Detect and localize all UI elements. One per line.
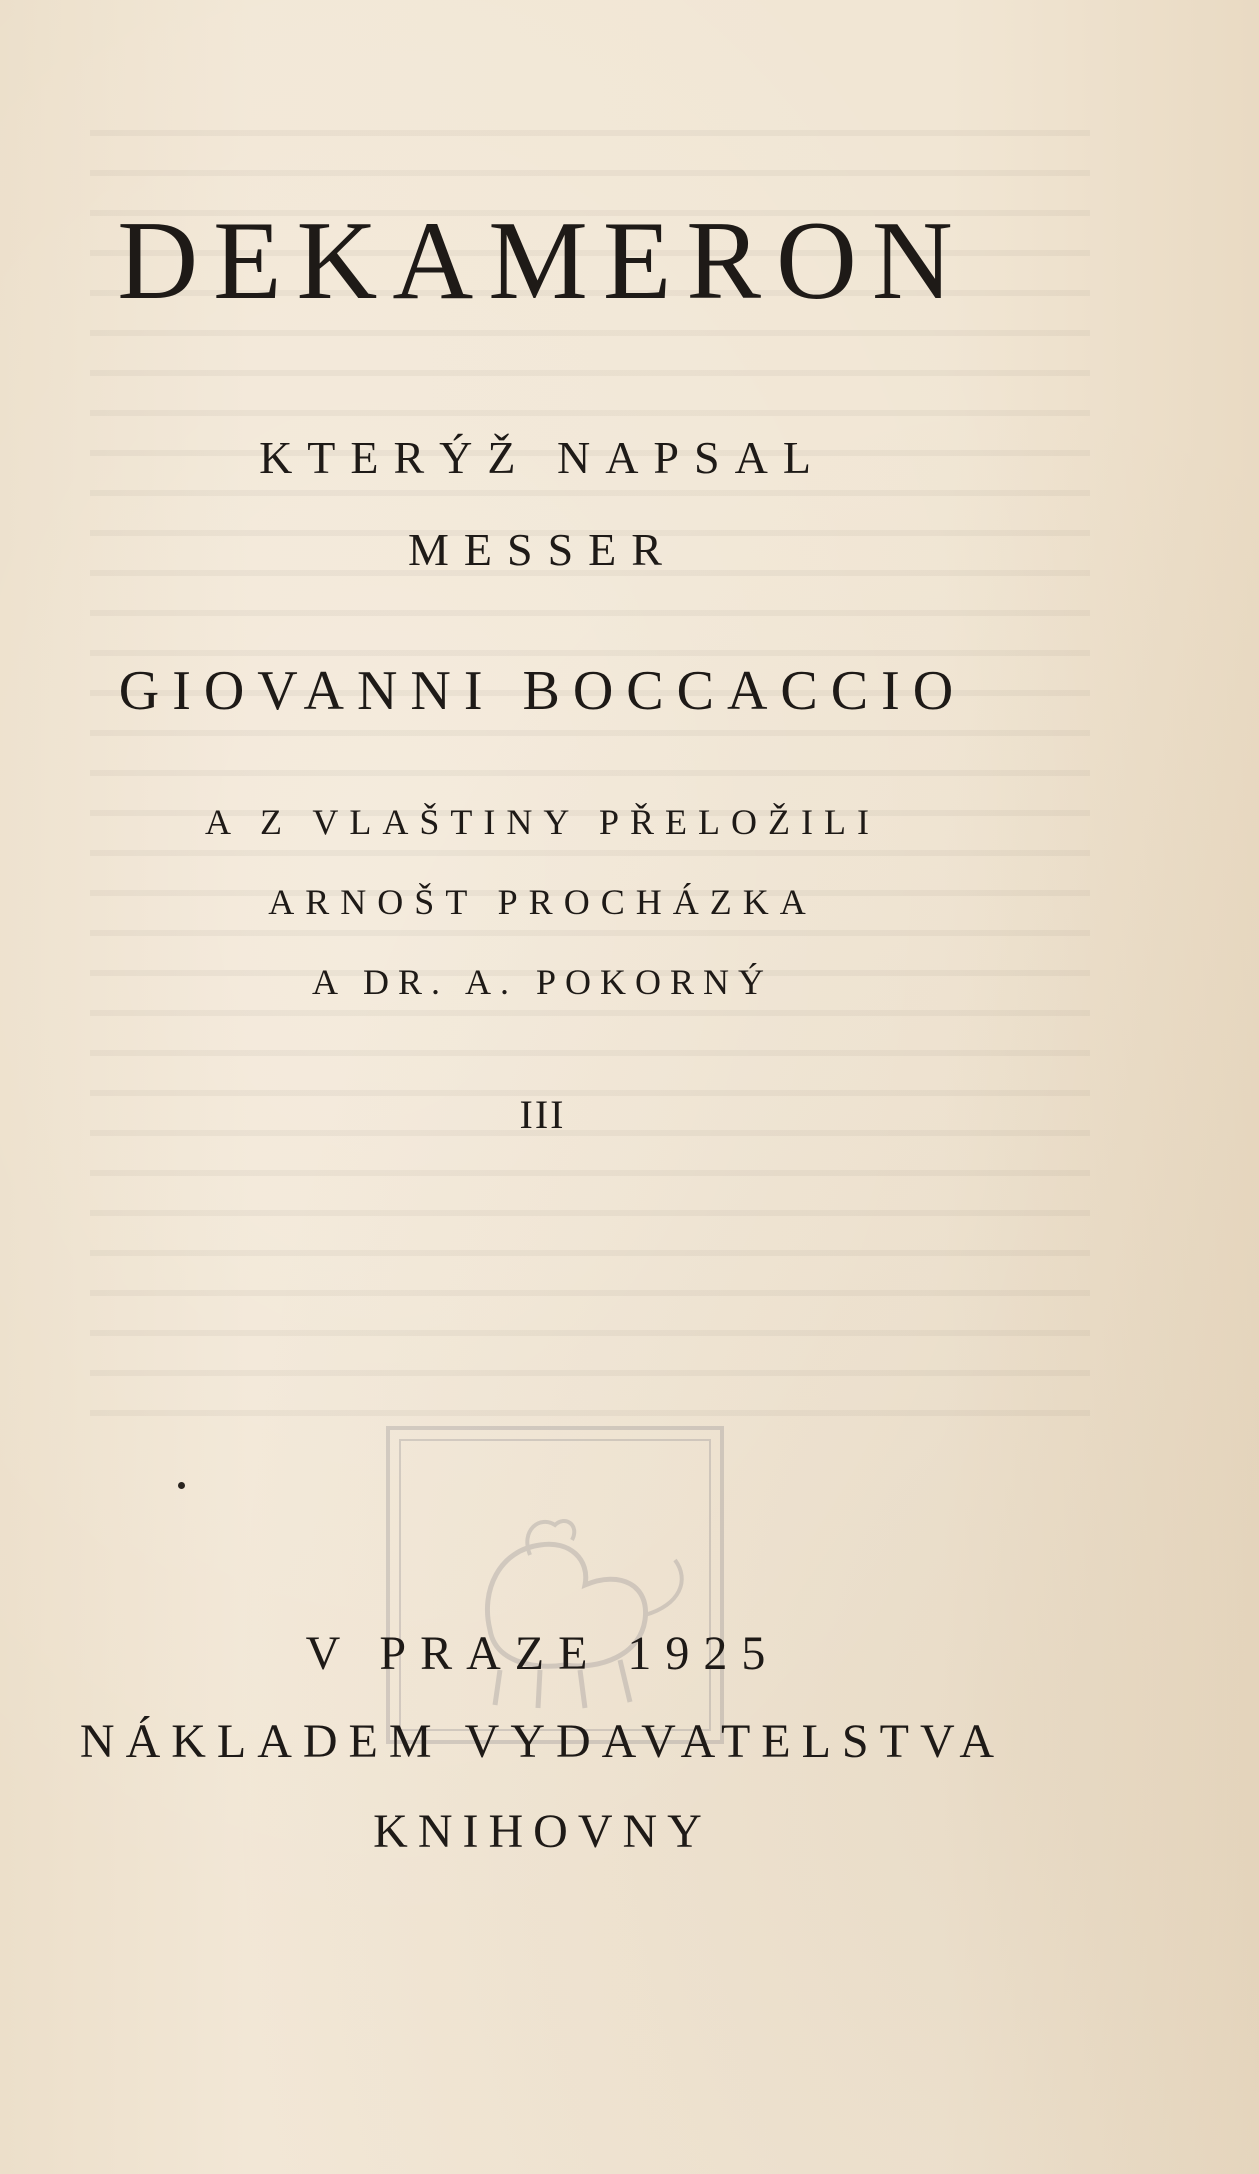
translation-line: A Z VLAŠTINY PŘELOŽILI: [205, 802, 880, 842]
subtitle-line-1: KTERÝŽ NAPSAL: [259, 432, 826, 483]
ink-speck: [178, 1482, 185, 1489]
subtitle-line-2: MESSER: [408, 524, 677, 575]
translator-2: A DR. A. POKORNÝ: [311, 962, 774, 1002]
book-title: DEKAMERON: [117, 199, 968, 323]
volume-number: III: [519, 1092, 566, 1137]
publisher-line-2: KNIHOVNY: [373, 1805, 712, 1858]
show-through-texture: [90, 130, 1090, 1430]
author-name: GIOVANNI BOCCACCIO: [118, 660, 967, 722]
place-and-year: V PRAZE 1925: [305, 1627, 780, 1680]
library-stamp: [380, 1420, 730, 1750]
publisher-line-1: NÁKLADEM VYDAVATELSTVA: [79, 1715, 1006, 1768]
translator-1: ARNOŠT PROCHÁZKA: [268, 882, 817, 922]
